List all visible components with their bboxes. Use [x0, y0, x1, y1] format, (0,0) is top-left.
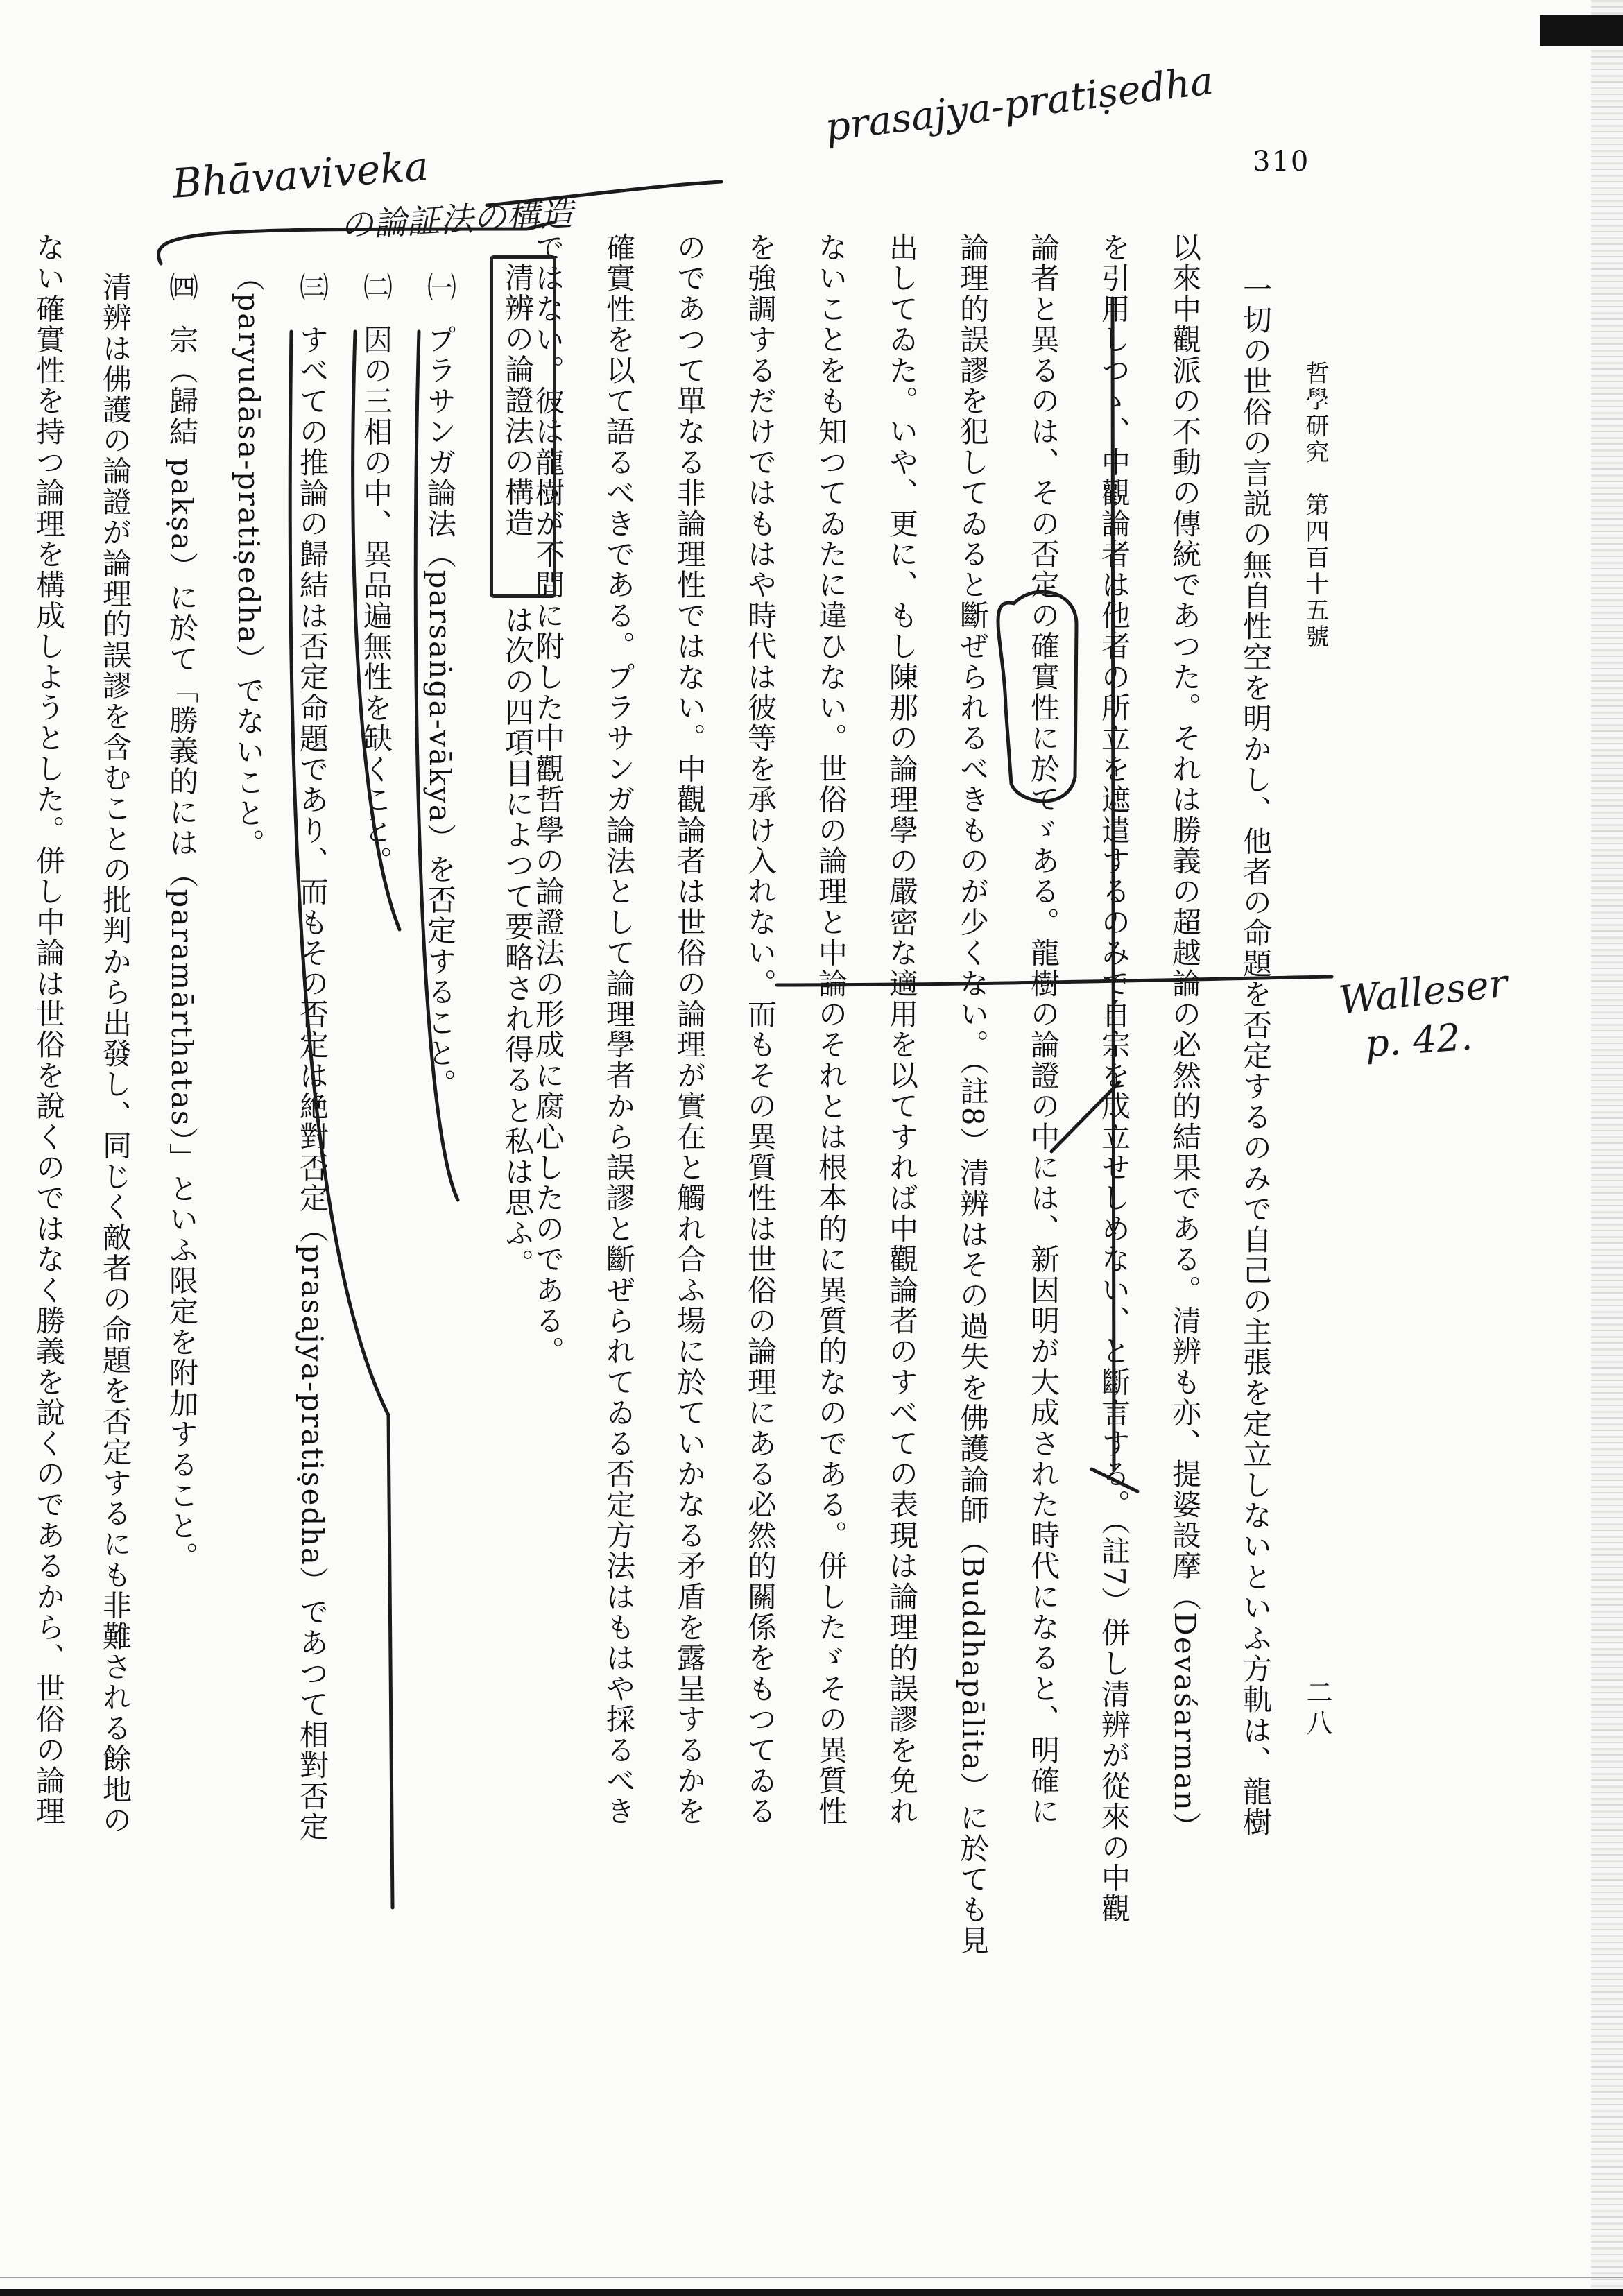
- margin-line-3: [1051, 1082, 1119, 1151]
- item-text-1: プラサンガ論法（parsaṅga-vākya）を否定すること。: [423, 325, 457, 1099]
- item-text-3-continued: （paryudāsa-pratiṣedha）でないこと。: [232, 262, 266, 859]
- body-column-11: ではない。彼は龍樹が不問に附した中觀哲學の論證法の形成に腐心したのである。: [531, 232, 565, 1367]
- body-column-4: 論者と異るのは、その否定の確實性に於てゞある。龍樹の論證の中には、新因明が大成された時代になると、明確に: [1027, 232, 1060, 1827]
- final-column-2: ない確實性を持つ論理を構成しようとした。併し中論は世俗を說くのではなく勝義を說くのであるから、世俗の論理: [32, 232, 66, 1827]
- items-bracket: [159, 222, 555, 264]
- note-underline: [487, 182, 721, 205]
- body-column-10: 確實性を以て語るべきである。プラサンガ論法として論理學者から誤謬と斷ぜられてゐる否定方法はもはや採るべき: [602, 232, 636, 1827]
- handwritten-note-author: Bhāvaviveka: [171, 142, 430, 207]
- body-column-9: のであつて單なる非論理性ではない。中觀論者は世俗の論理が實在と觸れ合ふ場に於ていかなる矛盾を露呈するかを: [673, 232, 707, 1827]
- folio-number: 二八: [1302, 1679, 1332, 1740]
- body-column-3: を引用しつゝ、中觀論者は他者の所立を遮遣するのみで自宗を成立せしめない、と斷言する。（註7）併し清辨が從來の中觀: [1097, 232, 1131, 1924]
- item-label-4: ㈣: [165, 272, 199, 303]
- body-column-7: ないことをも知つてゐたに違ひない。世俗の論理と中論のそれとは根本的に異質的なのである。併したゞその異質性: [814, 232, 848, 1827]
- intro-continuation: は次の四項目によつて要略され得ると私は思ふ。: [501, 605, 535, 1280]
- boxed-phrase: 清辨の論證法の構造: [501, 262, 535, 538]
- margin-line-1: [1113, 298, 1114, 1471]
- handwritten-note-structure: の論証法の構造: [339, 194, 574, 246]
- body-column-8: を強調するだけではもはや時代は彼等を承け入れない。而もその異質性は世俗の論理にある必然的關係をもつてゐる: [744, 232, 778, 1827]
- item-label-3: ㈢: [295, 272, 329, 303]
- handwritten-note-page: p. 42.: [1363, 1014, 1474, 1066]
- item-label-1: ㈠: [423, 272, 457, 303]
- body-column-6: 出してゐた。いや、更に、もし陳那の論理學の嚴密な適用を以てすれば中觀論者のすべての表現は論理的誤謬を免れ: [885, 232, 919, 1827]
- leader-to-side-note: [777, 977, 1332, 985]
- body-column-2: 以來中觀派の不動の傳統であつた。それは勝義の超越論の必然的結果である。清辨も亦、提婆設摩（Devaśarman）: [1168, 232, 1202, 1843]
- item-text-4: 宗（歸結 pakṣa）に於て「勝義的には（paramārthatas）」といふ限定を附加すること。: [165, 325, 199, 1573]
- page-number: 310: [1253, 146, 1310, 178]
- running-head: 哲學研究 第四百十五號: [1301, 361, 1329, 651]
- item-underline-2: [353, 332, 400, 929]
- handwritten-note-reference: Walleser: [1337, 961, 1510, 1024]
- final-column-1: 清辨は佛護の論證が論理的誤謬を含むことの批判から出發し、同じく敵者の命題を否定するにも非難される餘地の: [98, 272, 132, 1836]
- margin-line-2: [1092, 1469, 1137, 1491]
- item-text-2: 因の三相の中、異品遍無性を缺くこと。: [359, 325, 393, 877]
- handwritten-note-term: prasajya-pratiṣedha: [823, 58, 1216, 151]
- item-text-3: すべての推論の歸結は否定命題であり、而もその否定は絶對否定（prasajya-pratiṣedha）であつて相對否定: [295, 325, 329, 1842]
- item-label-2: ㈡: [359, 272, 393, 303]
- circled-phrase-oval: [998, 592, 1076, 801]
- body-column-1: 一切の世俗の言説の無自性空を明かし、他者の命題を否定するのみで自己の主張を定立しないといふ方軌は、龍樹: [1239, 274, 1273, 1838]
- item-underline-1: [415, 332, 458, 1200]
- body-column-5: 論理的誤謬を犯してゐると斷ぜられるべきものが少くない。（註8）清辨はその過失を佛護論師（Buddhapālita）に於ても見: [956, 232, 990, 1956]
- item-underline-3: [290, 332, 393, 1908]
